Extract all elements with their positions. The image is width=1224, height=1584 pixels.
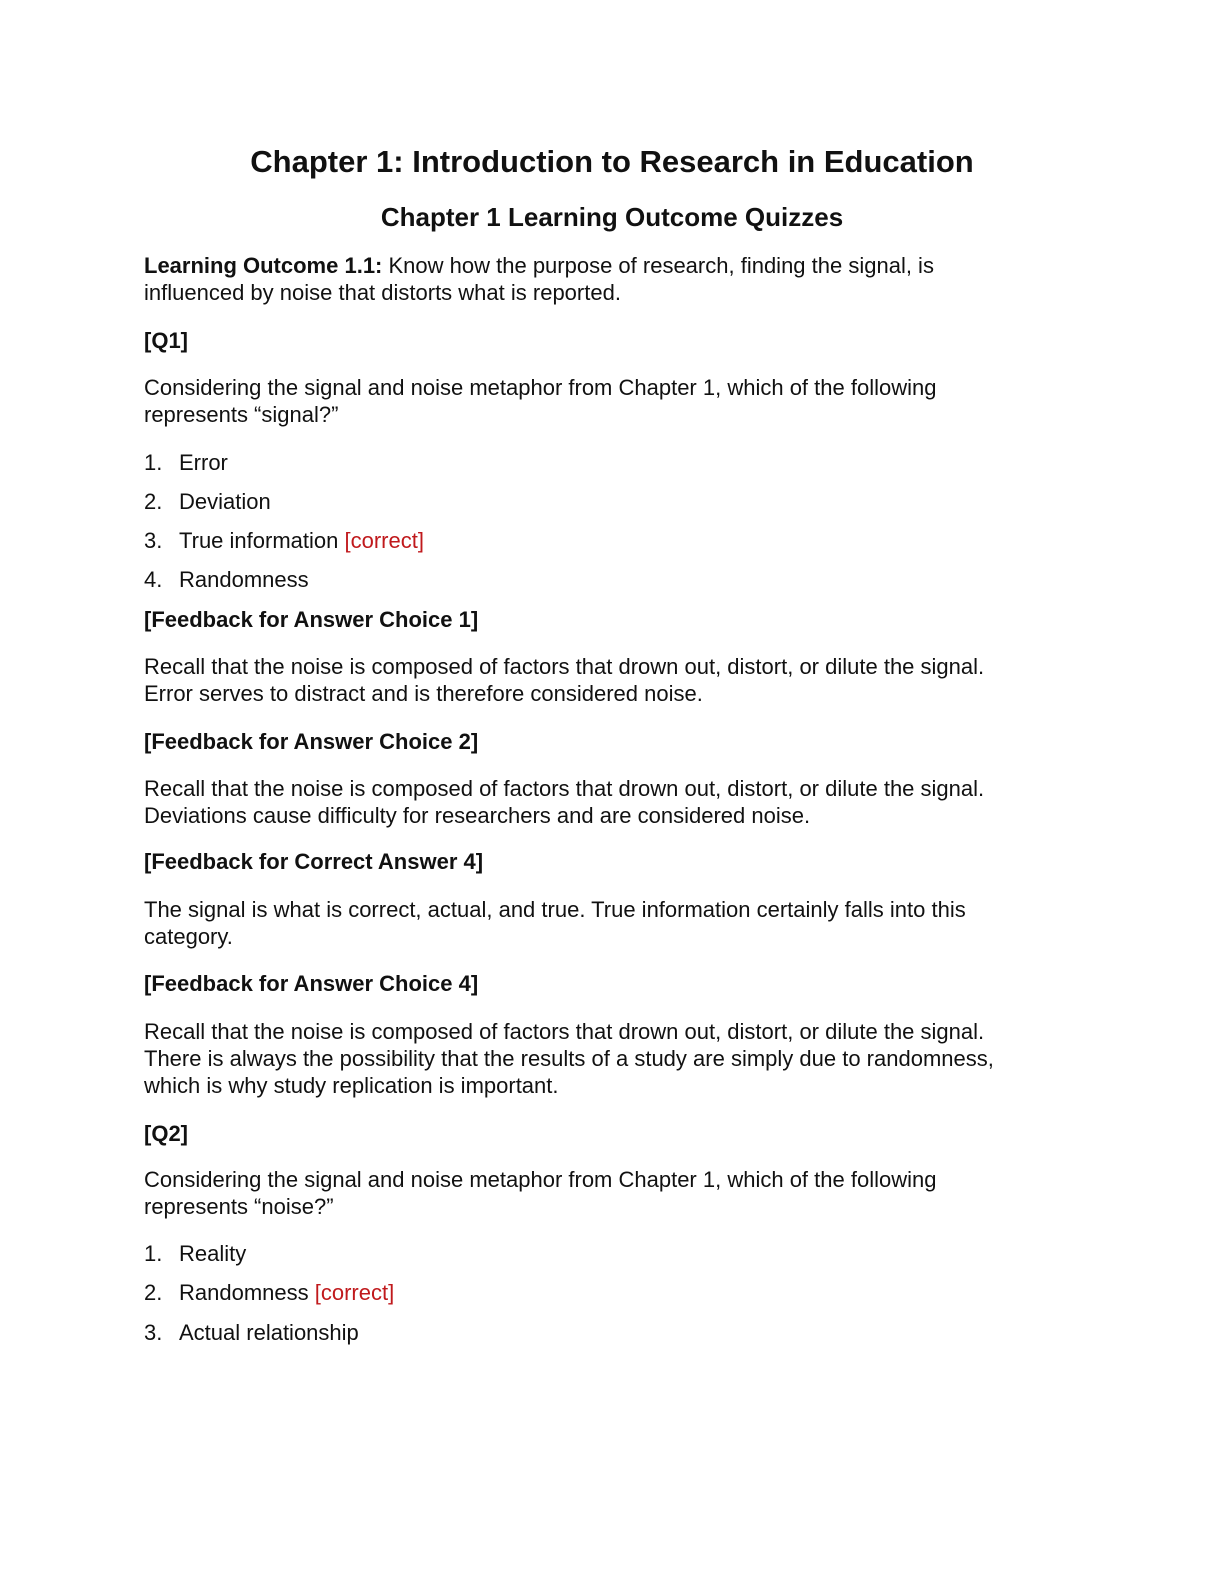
- q1-option-1-number: 1.: [144, 450, 163, 475]
- q1-feedback-3-line1: The signal is what is correct, actual, and true. True information certainly falls into this: [144, 897, 966, 922]
- question-1-text-line1: Considering the signal and noise metaphor from Chapter 1, which of the following: [144, 375, 937, 400]
- q1-feedback-1-line2: Error serves to distract and is therefore considered noise.: [144, 681, 703, 706]
- q1-option-3: [144, 527, 1044, 554]
- q2-option-3-text: Actual relationship: [179, 1320, 359, 1345]
- learning-outcome-text-line1: Know how the purpose of research, finding the signal, is: [382, 253, 934, 278]
- q2-option-2-correct-tag: [correct]: [314, 1280, 395, 1305]
- q1-feedback-1-text: [144, 653, 1084, 707]
- q1-feedback-1-heading: [Feedback for Answer Choice 1]: [144, 607, 479, 632]
- q2-option-1-text: Reality: [179, 1241, 247, 1266]
- page-subtitle: Chapter 1 Learning Outcome Quizzes: [380, 202, 844, 232]
- q2-option-2-text: Randomness: [179, 1280, 315, 1305]
- q1-feedback-2-text: [144, 775, 1084, 829]
- q1-option-2-text: Deviation: [179, 489, 271, 514]
- q2-option-2-number: 2.: [144, 1280, 163, 1305]
- q1-feedback-3-line2: category.: [144, 924, 233, 949]
- q1-feedback-4-heading: [Feedback for Answer Choice 4]: [144, 971, 479, 996]
- q1-feedback-2-line2: Deviations cause difficulty for researchers and are considered noise.: [144, 803, 811, 828]
- q1-option-3-text: True information: [179, 528, 345, 553]
- q2-option-1: [144, 1240, 1044, 1267]
- q1-feedback-2-line1: Recall that the noise is composed of factors that drown out, distort, or dilute the signal.: [144, 776, 985, 801]
- question-1-text: [144, 374, 1084, 428]
- q1-feedback-3-text: [144, 896, 1084, 950]
- q1-option-4: [144, 566, 1044, 593]
- q1-feedback-4-line1: Recall that the noise is composed of factors that drown out, distort, or dilute the signal.: [144, 1019, 985, 1044]
- q1-option-4-number: 4.: [144, 567, 163, 592]
- question-1-text-line2: represents “signal?”: [144, 402, 339, 427]
- question-2-label: [Q2]: [144, 1121, 188, 1146]
- q1-feedback-4-line2: There is always the possibility that the results of a study are simply due to randomness,: [144, 1046, 994, 1071]
- page-title: Chapter 1: Introduction to Research in Education: [250, 144, 974, 179]
- learning-outcome-text-line2: influenced by noise that distorts what is reported.: [144, 280, 621, 305]
- q1-option-1-text: Error: [179, 450, 228, 475]
- question-2-text: [144, 1166, 1084, 1220]
- q2-option-2: [144, 1279, 1044, 1306]
- q1-feedback-1-line1: Recall that the noise is composed of factors that drown out, distort, or dilute the signal.: [144, 654, 985, 679]
- question-1-label: [Q1]: [144, 328, 188, 353]
- learning-outcome-label: Learning Outcome 1.1:: [144, 253, 383, 278]
- q2-option-3-number: 3.: [144, 1320, 163, 1345]
- q1-feedback-4-text: [144, 1018, 1084, 1099]
- q2-option-1-number: 1.: [144, 1241, 163, 1266]
- question-2-text-line2: represents “noise?”: [144, 1194, 334, 1219]
- q1-feedback-2-heading: [Feedback for Answer Choice 2]: [144, 729, 479, 754]
- q1-option-4-text: Randomness: [179, 567, 309, 592]
- q1-option-3-number: 3.: [144, 528, 163, 553]
- q2-option-3: [144, 1319, 1044, 1346]
- q1-option-2: [144, 488, 1044, 515]
- q1-option-1: [144, 449, 1044, 476]
- q1-option-3-correct-tag: [correct]: [344, 528, 424, 553]
- question-2-text-line1: Considering the signal and noise metaphor from Chapter 1, which of the following: [144, 1167, 937, 1192]
- q1-feedback-3-heading: [Feedback for Correct Answer 4]: [144, 849, 484, 874]
- learning-outcome: [144, 252, 1084, 306]
- q1-option-2-number: 2.: [144, 489, 163, 514]
- q1-feedback-4-line3: which is why study replication is important.: [144, 1073, 559, 1098]
